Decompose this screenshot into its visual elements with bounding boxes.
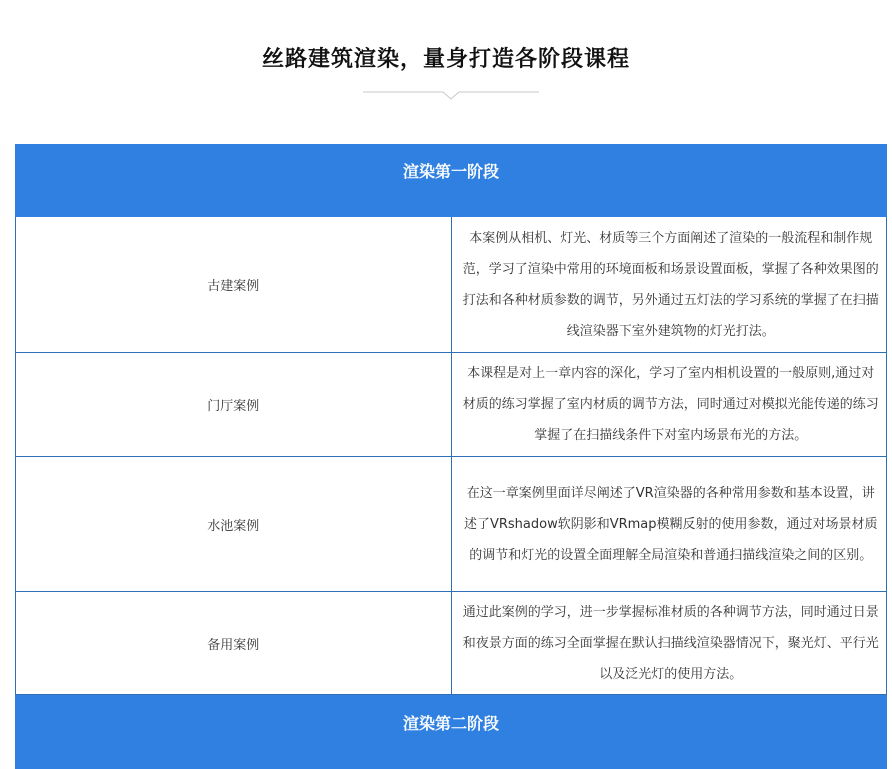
- case-description: 在这一章案例里面详尽阐述了VR渲染器的各种常用参数和基本设置，讲述了VRshadow软阴影和VRmap模糊反射的使用参数，通过对场景材质的调节和灯光的设置全面理解全局渲染和普通扫描线渲染之间的区别。: [451, 457, 887, 592]
- stage-header-2: [16, 695, 887, 769]
- table-row: [16, 353, 887, 457]
- stage-header-1: [16, 145, 887, 217]
- case-name: 备用案例: [16, 592, 452, 695]
- table-row: [16, 457, 887, 592]
- table-row: [16, 217, 887, 353]
- case-description: 通过此案例的学习，进一步掌握标准材质的各种调节方法，同时通过日景和夜景方面的练习全面掌握在默认扫描线渲染器情况下，聚光灯、平行光以及泛光灯的使用方法。: [451, 592, 887, 695]
- case-description: 本案例从相机、灯光、材质等三个方面阐述了渲染的一般流程和制作规范，学习了渲染中常用的环境面板和场景设置面板，掌握了各种效果图的打法和各种材质参数的调节，另外通过五灯法的学习系统的掌握了在扫描线渲染器下室外建筑物的灯光打法。: [451, 217, 887, 353]
- course-table: [15, 144, 887, 769]
- case-name: 古建案例: [16, 217, 452, 353]
- table-row: [16, 592, 887, 695]
- case-name: 水池案例: [16, 457, 452, 592]
- title-divider: [363, 86, 539, 100]
- case-description: 本课程是对上一章内容的深化，学习了室内相机设置的一般原则,通过对材质的练习掌握了室内材质的调节方法，同时通过对模拟光能传递的练习掌握了在扫描线条件下对室内场景布光的方法。: [451, 353, 887, 457]
- case-name: 门厅案例: [16, 353, 452, 457]
- stage-title-1: 渲染第一阶段: [16, 145, 887, 217]
- page-title: 丝路建筑渲染，量身打造各阶段课程: [261, 47, 630, 72]
- stage-title-2: 渲染第二阶段: [16, 695, 887, 769]
